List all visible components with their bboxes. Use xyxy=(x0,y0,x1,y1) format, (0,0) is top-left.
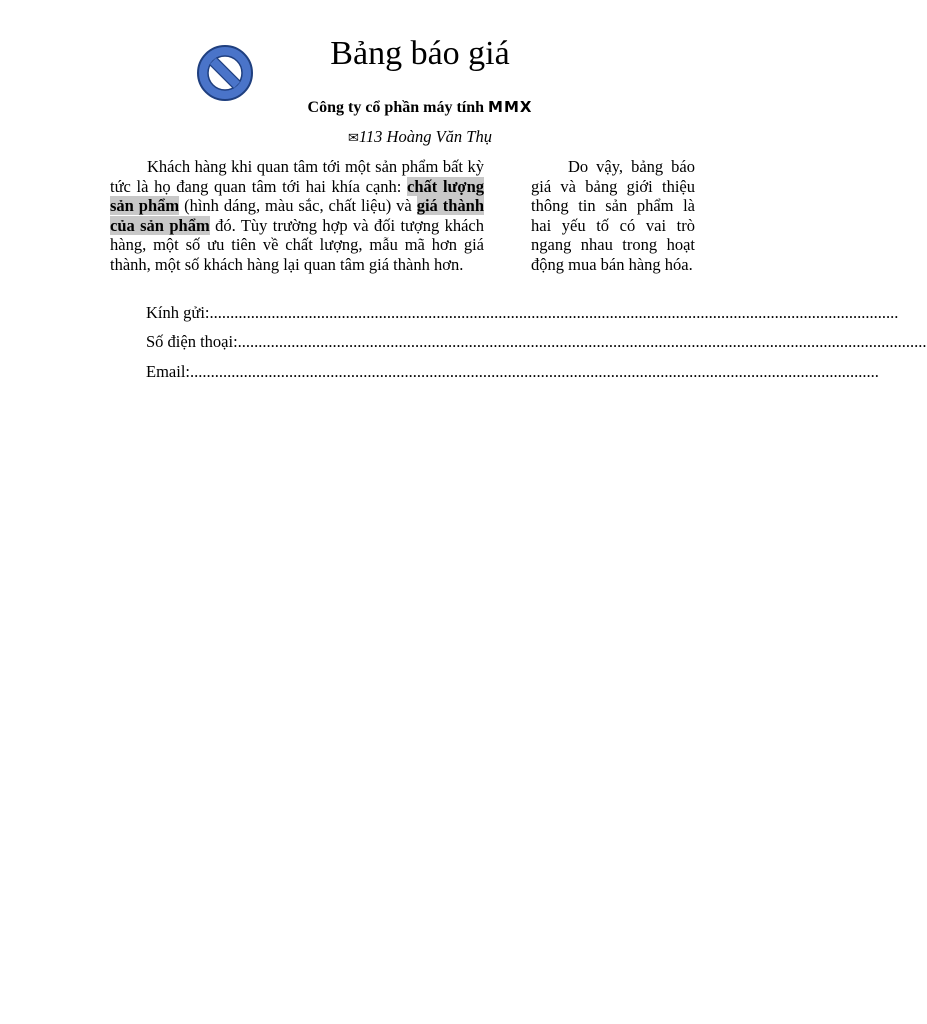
recipient-label: Kính gửi: xyxy=(146,303,210,322)
phone-label: Số điện thoại: xyxy=(146,332,238,351)
company-name xyxy=(200,96,640,119)
intro-paragraph xyxy=(110,157,484,274)
body-column-left xyxy=(110,157,484,274)
phone-field[interactable] xyxy=(146,332,927,352)
conclusion-paragraph: Do vậy, bảng báo giá và bảng giới thiệu thông tin sản phẩm là hai yếu tố có vai trò ngang nhau trong hoạt động mua bán hàng hóa. xyxy=(531,157,695,274)
body-column-right xyxy=(531,157,695,274)
email-dots: ....................................................................................................................................................................... xyxy=(190,362,879,381)
recipient-field[interactable] xyxy=(146,303,899,323)
intro-text-2: (hình dáng, màu sắc, chất liệu) và xyxy=(179,196,417,215)
phone-dots: ....................................................................................................................................................................... xyxy=(237,332,927,351)
highlight-quality: chất lượng sản phẩm xyxy=(110,176,484,215)
email-label: Email: xyxy=(146,362,190,381)
company-prefix: Công ty cổ phần máy tính xyxy=(307,99,489,116)
address-text: 113 Hoàng Văn Thụ xyxy=(358,127,492,146)
recipient-dots: ....................................................................................................................................................................... xyxy=(209,303,899,322)
intro-text-1: Khách hàng khi quan tâm tới một sản phẩm bất kỳ tức là họ đang quan tâm tới hai khía cạnh: xyxy=(110,157,484,196)
no-entry-sign-icon xyxy=(196,44,254,102)
address-line xyxy=(200,126,640,150)
company-brand: MMX xyxy=(488,98,533,116)
intro-text-3: đó. Tùy trường hợp và đối tượng khách hàng, một số ưu tiên về chất lượng, mẫu mã hơn giá thành, một số khách hàng lại quan tâm giá thành hơn. xyxy=(110,215,484,274)
envelope-icon: ✉ xyxy=(348,131,359,146)
email-field[interactable] xyxy=(146,362,879,382)
highlight-price: giá thành của sản phẩm xyxy=(110,196,485,235)
page-title: Bảng báo giá xyxy=(330,35,510,72)
